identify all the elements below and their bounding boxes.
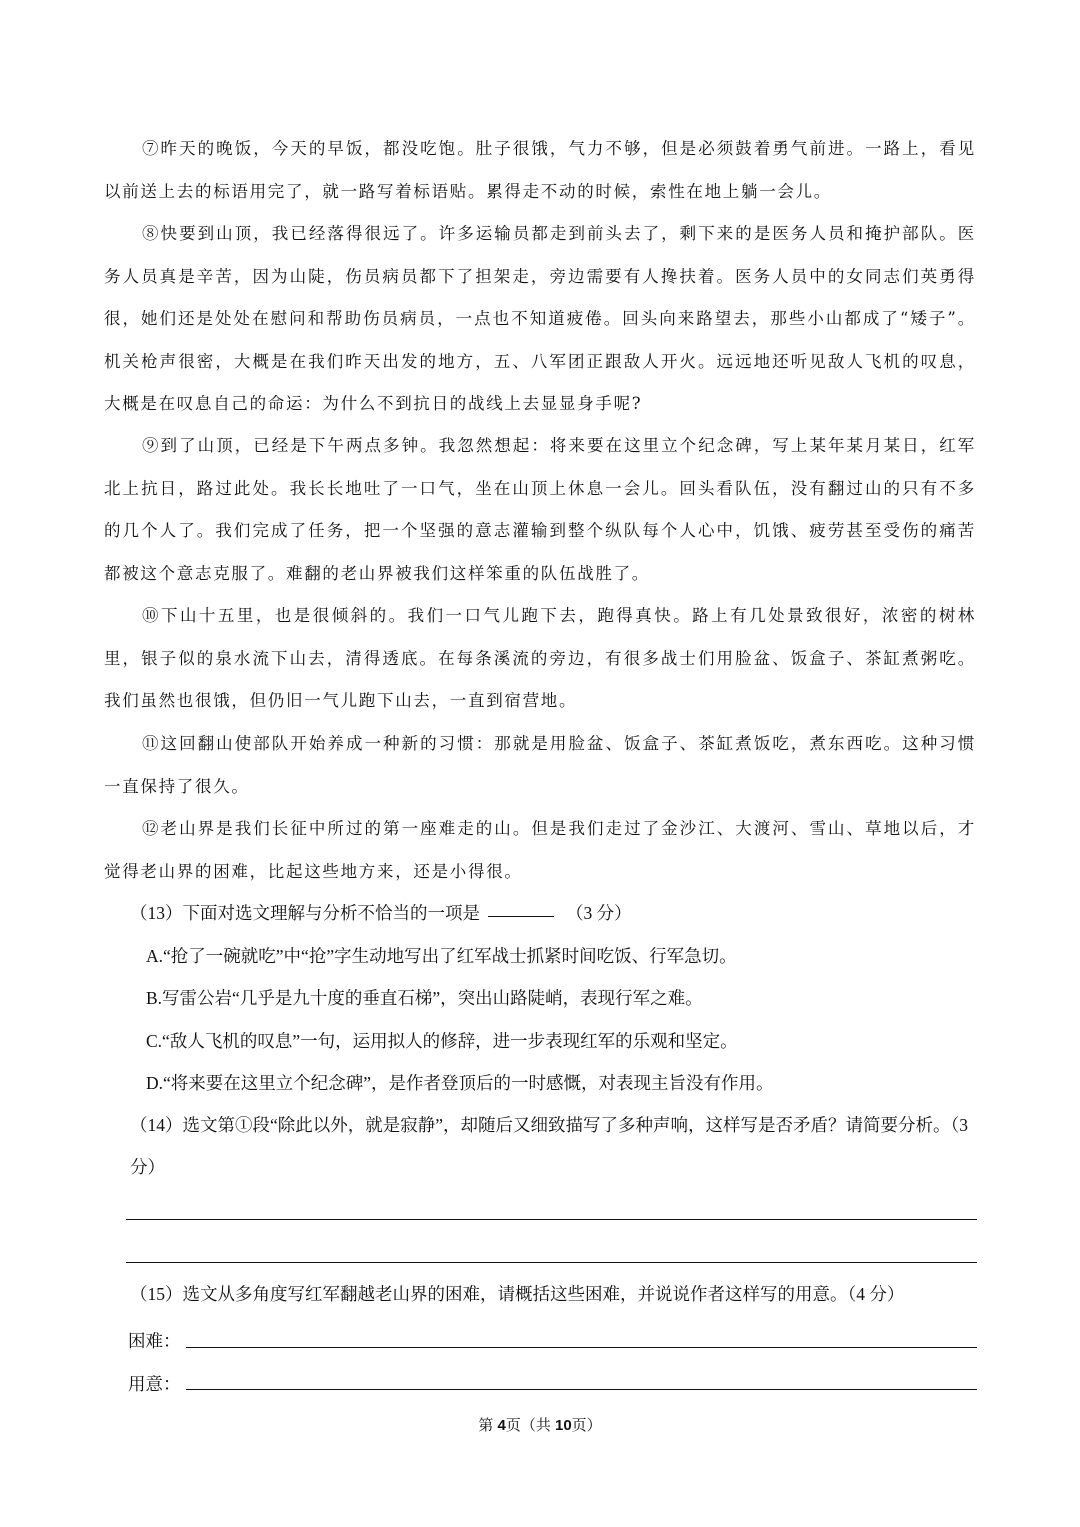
page-footer [0, 1414, 1080, 1435]
question-14-text: （14）选文第①段“除此以外，就是寂静”，却随后又细致描写了多种声响，这样写是否矛盾？请简要分析。（3 分） [130, 1115, 969, 1177]
question-13-option-d: D.“将来要在这里立个纪念碑”，是作者登顶后的一时感慨，对表现主旨没有作用。 [146, 1073, 774, 1093]
question-13-option-a: A.“抢了一碗就吃”中“抢”字生动地写出了红军战士抓紧时间吃饭、行军急切。 [146, 946, 737, 966]
question-13-answer-blank[interactable] [488, 915, 554, 917]
paragraph-12: ⑫老山界是我们长征中所过的第一座难走的山。但是我们走过了金沙江、大渡河、雪山、草地以后，才觉得老山界的困难，比起这些地方来，还是小得很。 [104, 819, 976, 881]
question-15-difficulty-line[interactable] [186, 1347, 977, 1348]
footer-page-number: 4 [497, 1417, 506, 1434]
question-14-answer-line-1[interactable] [126, 1219, 977, 1220]
question-14-answer-line-2[interactable] [126, 1262, 977, 1263]
paragraph-9: ⑨到了山顶，已经是下午两点多钟。我忽然想起：将来要在这里立个纪念碑，写上某年某月某日，红军北上抗日，路过此处。我长长地吐了一口气，坐在山顶上休息一会儿。回头看队伍，没有翻过山的只有不多的几个人了。我们完成了任务，把一个坚强的意志灌输到整个纵队每个人心中，饥饿、疲劳甚至受伤的痛苦都被这个意志克服了。难翻的老山界被我们这样笨重的队伍战胜了。 [104, 436, 976, 583]
paragraph-7: ⑦昨天的晚饭，今天的早饭，都没吃饱。肚子很饿，气力不够，但是必须鼓着勇气前进。一路上，看见以前送上去的标语用完了，就一路写着标语贴。累得走不动的时候，索性在地上躺一会儿。 [104, 139, 976, 201]
footer-prefix: 第 [478, 1417, 498, 1434]
paragraph-11: ⑪这回翻山使部队开始养成一种新的习惯：那就是用脸盆、饭盒子、茶缸煮饭吃，煮东西吃。这种习惯一直保持了很久。 [104, 734, 976, 796]
paragraph-10: ⑩下山十五里，也是很倾斜的。我们一口气儿跑下去，跑得真快。路上有几处景致很好，浓密的树林里，银子似的泉水流下山去，清得透底。在每条溪流的旁边，有很多战士们用脸盆、饭盒子、茶缸煮粥吃。我们虽然也很饿，但仍旧一气儿跑下山去，一直到宿营地。 [104, 606, 976, 710]
footer-total-pages: 10 [554, 1417, 572, 1434]
footer-middle: 页（共 [505, 1417, 555, 1434]
question-15-text: （15）选文从多角度写红军翻越老山界的困难，请概括这些困难，并说说作者这样写的用意。（4 分） [130, 1284, 905, 1304]
question-15-difficulty-label: 困难： [128, 1331, 181, 1351]
footer-suffix: 页） [571, 1417, 602, 1434]
paragraph-8: ⑧快要到山顶，我已经落得很远了。许多运输员都走到前头去了，剩下来的是医务人员和掩护部队。医务人员真是辛苦，因为山陡，伤员病员都下了担架走，旁边需要有人搀扶着。医务人员中的女同志们英勇得很，她们还是处处在慰问和帮助伤员病员，一点也不知道疲倦。回头向来路望去，那些小山都成了“矮子”。机关枪声很密，大概是在我们昨天出发的地方，五、八军团正跟敌人开火。远远地还听见敌人飞机的叹息，大概是在叹息自己的命运：为什么不到抗日的战线上去显显身手呢? [104, 224, 976, 413]
question-15-purpose-line[interactable] [186, 1389, 977, 1390]
question-13-option-b: B.写雷公岩“几乎是九十度的垂直石梯”，突出山路陡峭，表现行军之难。 [146, 988, 703, 1008]
question-13-option-c: C.“敌人飞机的叹息”一句，运用拟人的修辞，进一步表现红军的乐观和坚定。 [146, 1031, 738, 1051]
question-15-purpose-label: 用意： [128, 1374, 181, 1394]
question-13-stem [130, 892, 632, 934]
question-13-text: （13）下面对选文理解与分析不恰当的一项是 [130, 903, 480, 923]
question-13-score: （3 分） [566, 903, 632, 923]
